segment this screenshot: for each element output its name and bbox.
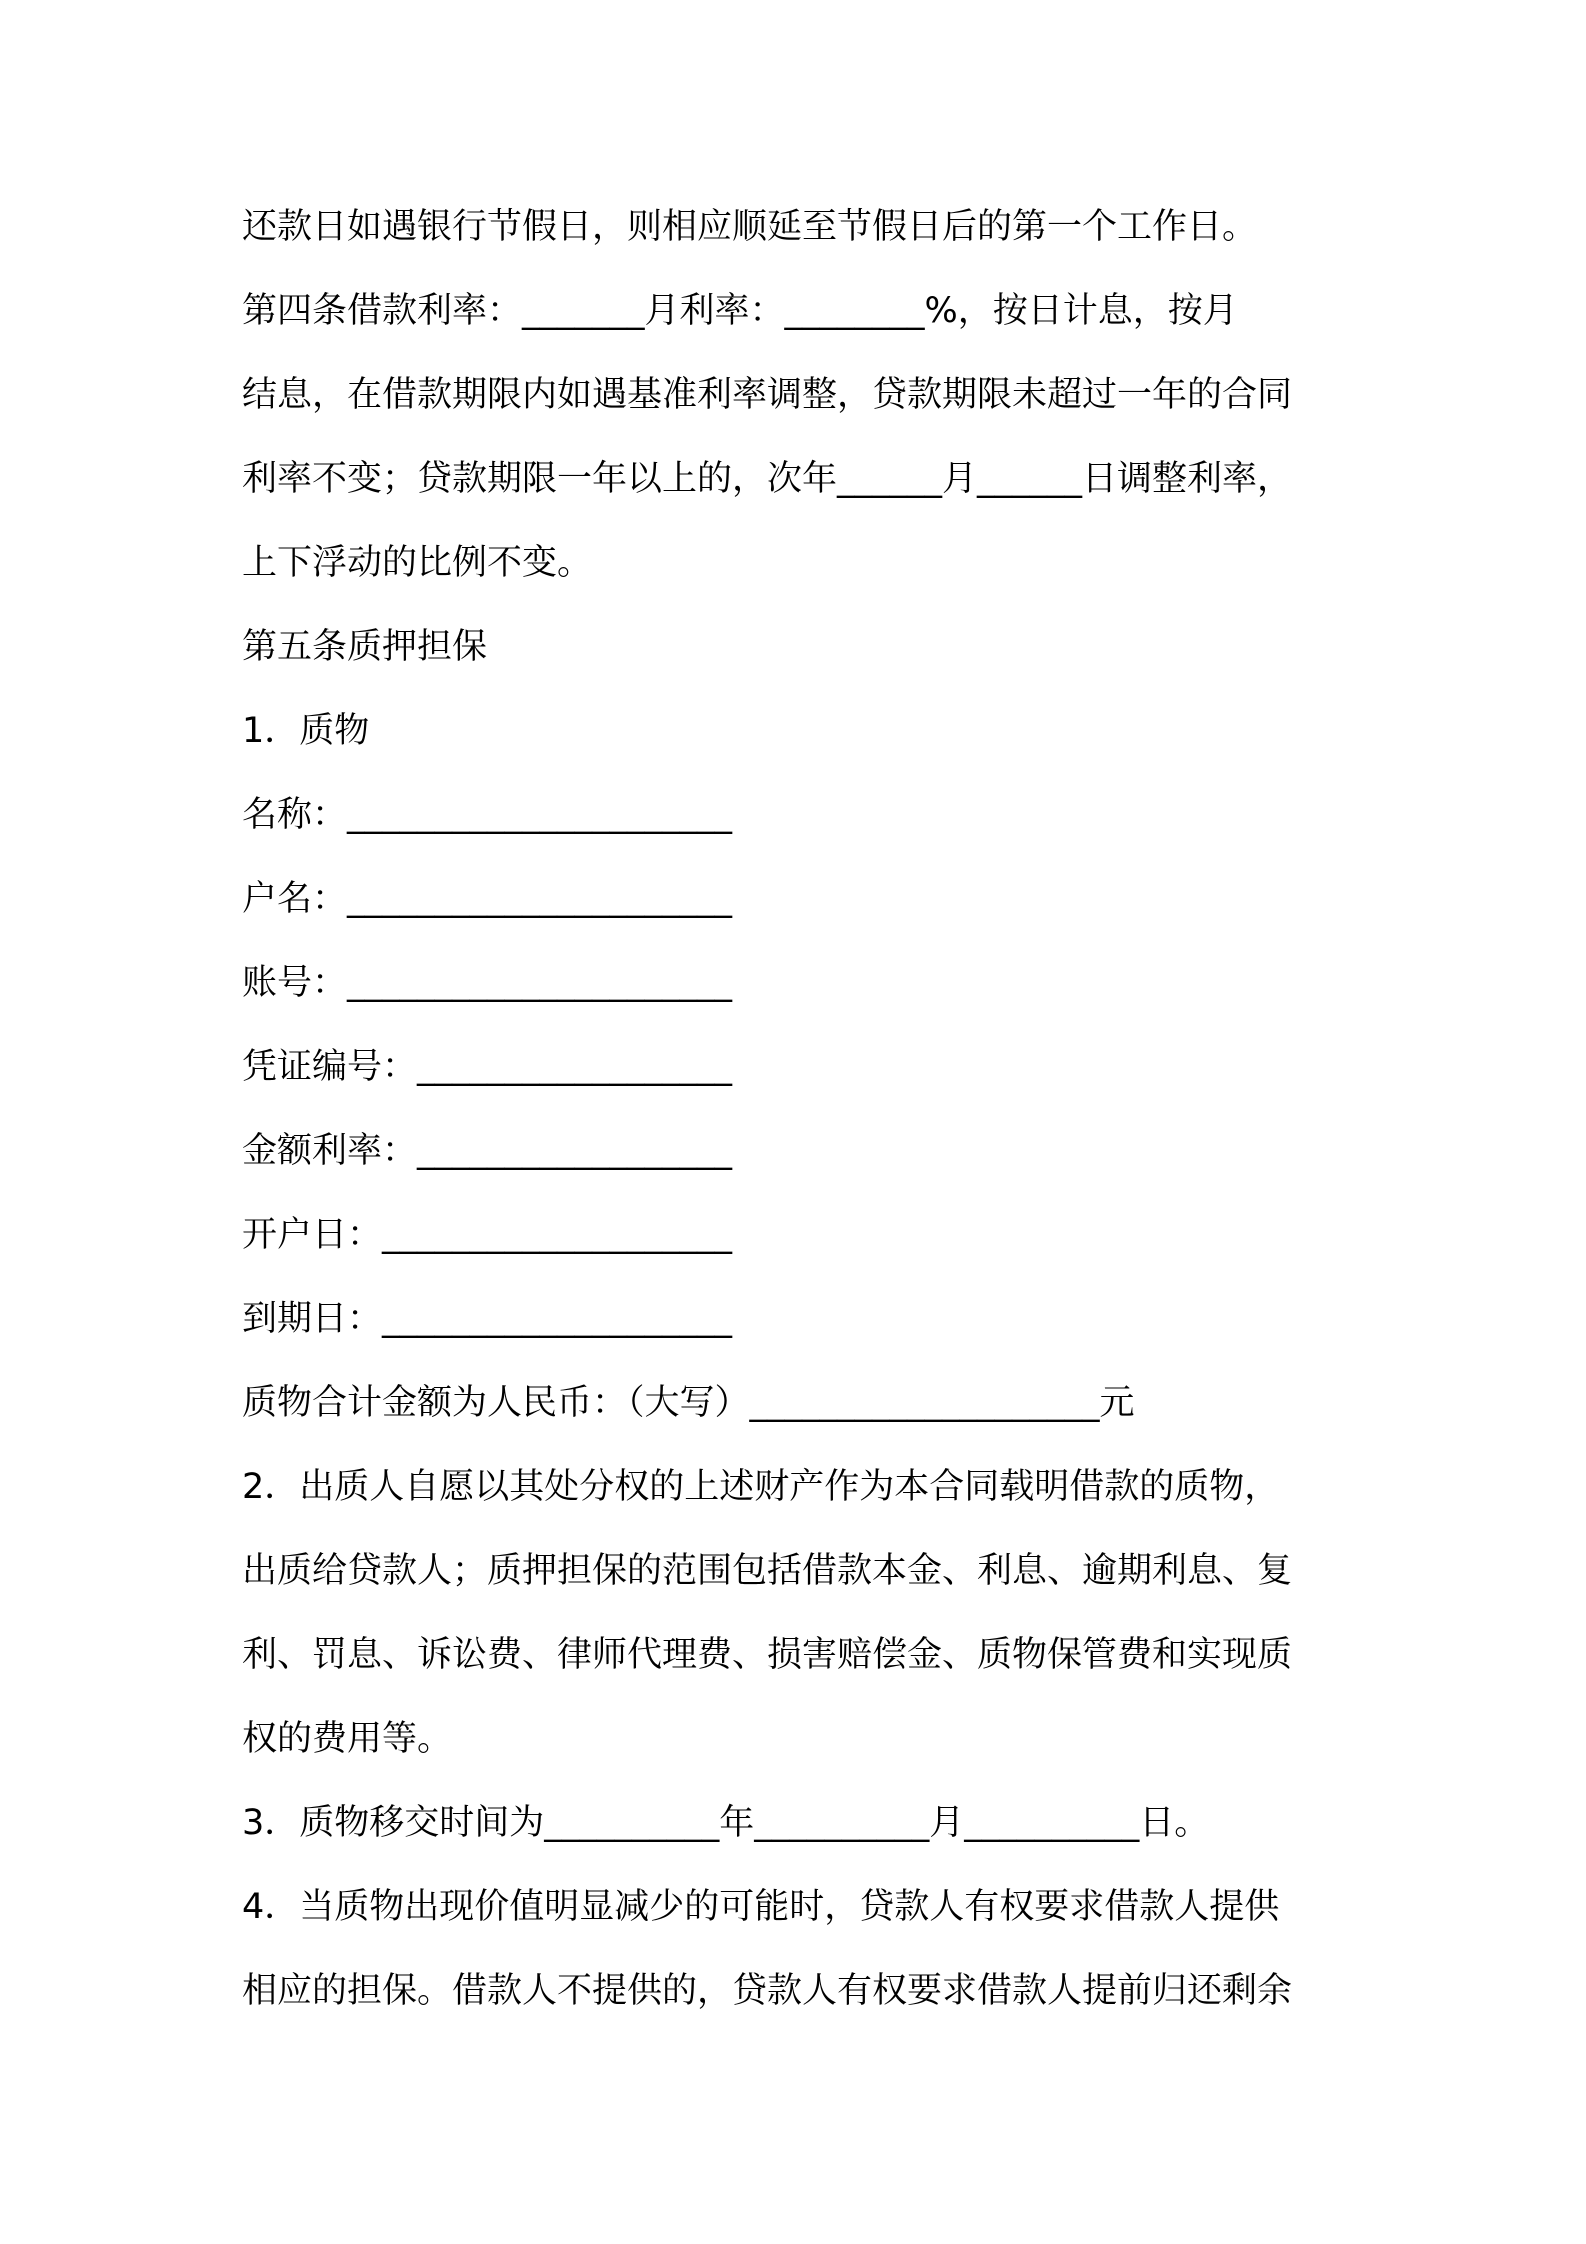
form-field-line: 开户日：____________________ (242, 1215, 733, 1255)
form-field-line: 名称：______________________ (242, 795, 733, 835)
form-field-line: 凭证编号：__________________ (242, 1047, 733, 1087)
text-line: 出质给贷款人；质押担保的范围包括借款本金、利息、逾期利息、复 (242, 1551, 1293, 1591)
text-line: 权的费用等。 (242, 1719, 453, 1759)
form-field-line: 到期日：____________________ (242, 1299, 733, 1339)
text-line: 结息，在借款期限内如遇基准利率调整，贷款期限未超过一年的合同 (242, 375, 1293, 415)
text-line: 利率不变；贷款期限一年以上的，次年______月______日调整利率， (242, 459, 1293, 499)
text-line: 1．质物 (242, 711, 370, 751)
text-line: 第四条借款利率：_______月利率：________%，按日计息，按月 (242, 291, 1238, 331)
text-line: 相应的担保。借款人不提供的，贷款人有权要求借款人提前归还剩余 (242, 1971, 1293, 2011)
section-heading: 第五条质押担保 (242, 627, 488, 667)
text-line: 还款日如遇银行节假日，则相应顺延至节假日后的第一个工作日。 (242, 207, 1258, 247)
form-field-line: 户名：______________________ (242, 879, 733, 919)
text-line: 4．当质物出现价值明显减少的可能时，贷款人有权要求借款人提供 (242, 1887, 1280, 1927)
document-body (242, 197, 1362, 2045)
text-line: 利、罚息、诉讼费、律师代理费、损害赔偿金、质物保管费和实现质 (242, 1635, 1293, 1675)
form-field-line: 质物合计金额为人民币：（大写）____________________元 (242, 1383, 1135, 1423)
text-line: 3．质物移交时间为__________年__________月__________日。 (242, 1803, 1210, 1843)
form-field-line: 金额利率：__________________ (242, 1131, 733, 1171)
form-field-line: 账号：______________________ (242, 963, 733, 1003)
text-line: 上下浮动的比例不变。 (242, 543, 593, 583)
text-line: 2．出质人自愿以其处分权的上述财产作为本合同载明借款的质物， (242, 1467, 1280, 1507)
